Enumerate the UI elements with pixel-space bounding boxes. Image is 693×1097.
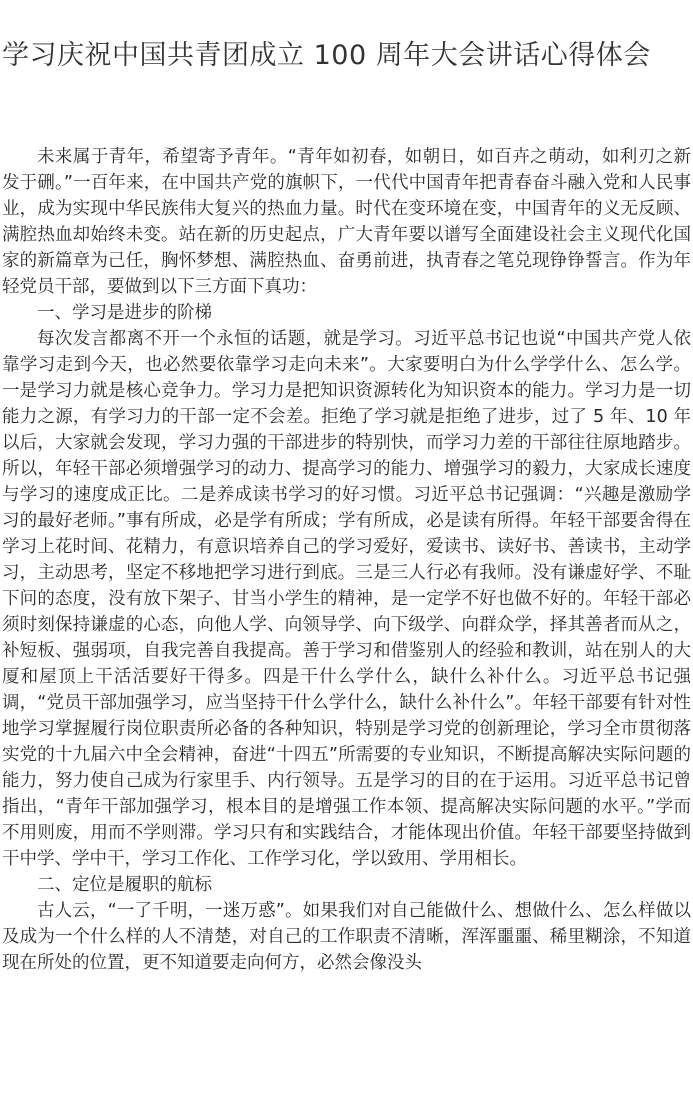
section-heading: 一、学习是进步的阶梯 — [37, 303, 212, 323]
body-paragraph: 未来属于青年，希望寄予青年。“青年如初春，如朝日，如百卉之萌动，如利刃之新发于硎。”一百年来，在中国共产党的旗帜下，一代代中国青年把青春奋斗融入党和人民事业，成为实现中华民族伟大复兴的热血力量。时代在变环境在变，中国青年的义无反顾、满腔热血却始终未变。站在新的历史起点，广大青年要以谱写全面建设社会主义现代化国家的新篇章为己任，胸怀梦想、满腔热血、奋勇前进，执青春之笔兑现铮铮誓言。作为年轻党员干部，要做到以下三方面下真功： — [2, 147, 691, 297]
document-body — [0, 82, 693, 976]
body-paragraph: 每次发言都离不开一个永恒的话题，就是学习。习近平总书记也说“中国共产党人依靠学习走到今天，也必然要依靠学习走向未来”。大家要明白为什么学学什么、怎么学。一是学习力就是核心竞争力。学习力是把知识资源转化为知识资本的能力。学习力是一切能力之源，有学习力的干部一定不会差。拒绝了学习就是拒绝了进步，过了 5 年、10 年以后，大家就会发现，学习力强的干部进步的特别快，而学习力差的干部往往原地踏步。所以，年轻干部必须增强学习的动力、提高学习的能力、增强学习的毅力，大家成长速度与学习的速度成正比。二是养成读书学习的好习惯。习近平总书记强调：“兴趣是激励学习的最好老师。”事有所成，必是学有所成；学有所成，必是读有所得。年轻干部要舍得在学习上花时间、花精力，有意识培养自己的学习爱好，爱读书、读好书、善读书，主动学习，主动思考，坚定不移地把学习进行到底。三是三人行必有我师。没有谦虚好学、不耻下问的态度，没有放下架子、甘当小学生的精神，是一定学不好也做不好的。年轻干部必须时刻保持谦虚的心态，向他人学、向领导学、向下级学、向群众学，择其善者而从之，补短板、强弱项，自我完善自我提高。善于学习和借鉴别人的经验和教训，站在别人的大厦和屋顶上干活活要好干得多。四是干什么学什么，缺什么补什么。习近平总书记强调，“党员干部加强学习，应当坚持干什么学什么，缺什么补什么”。年轻干部要有针对性地学习掌握履行岗位职责所必备的各种知识，特别是学习党的创新理论，学习全市贯彻落实党的十九届六中全会精神，奋进“十四五”所需要的专业知识，不断提高解决实际问题的能力，努力使自己成为行家里手、内行领导。五是学习的目的在于运用。习近平总书记曾指出，“青年干部加强学习，根本目的是增强工作本领、提高解决实际问题的水平。”学而不用则废，用而不学则滞。学习只有和实践结合，才能体现出价值。年轻干部要坚持做到干中学、学中干，学习工作化、工作学习化，学以致用、学用相长。 — [2, 329, 691, 869]
body-paragraph: 古人云，“一了千明，一迷万惑”。如果我们对自己能做什么、想做什么、怎么样做以及成为一个什么样的人不清楚，对自己的工作职责不清晰，浑浑噩噩、稀里糊涂，不知道现在所处的位置，更不知道要走向何方，必然会像没头 — [2, 901, 691, 973]
section-heading: 二、定位是履职的航标 — [37, 875, 212, 895]
document-title: 学习庆祝中国共青团成立 100 周年大会讲话心得体会 — [2, 40, 651, 71]
